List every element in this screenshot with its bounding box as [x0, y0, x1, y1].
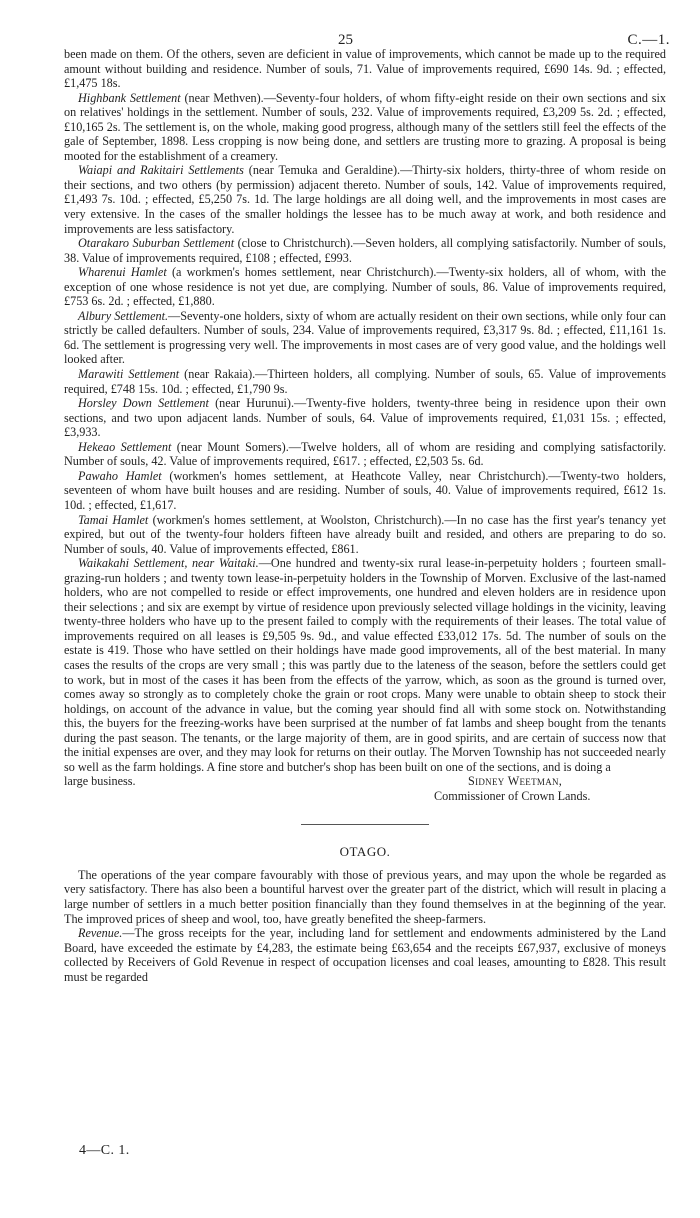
- paragraph-otarakaro: Otarakaro Suburban Settlement (close to Christchurch).—Seven holders, all complying satisfactorily. Number of souls, 38. Value of improvements required, £108 ; effected, £993.: [64, 236, 667, 265]
- paragraph: been made on them. Of the others, seven are deficient in value of improvements, which cannot be made up to the required amount without building and residence. Number of souls, 71. Value of improvements required, £690 14s. 9d. ; effected, £1,475 18s.: [64, 47, 666, 91]
- report-code: C.—1.: [627, 32, 670, 48]
- paragraph-highbank: Highbank Settlement (near Methven).—Seventy-four holders, of whom fifty-eight reside on their own sections and six on relatives' holdings in the settlement. Number of souls, 232. Value of improvements required, £3,209 5s. 2d. ; effected, £10,165 2s. The settlement is, on the whole, making good progress, although many of the settlers still feel the effects of the gale of September, 1898. Less cropping is now being done, and settlers are trusting more to grazing. A proposal is being mooted for the establishment of a creamery.: [64, 90, 666, 163]
- paragraph-marawiti: Marawiti Settlement (near Rakaia).—Thirteen holders, all complying. Number of souls, 65. Value of improvements required, £748 15s. 10d. ; effected, £1,790 9s.: [64, 367, 666, 396]
- settlement-title: Waikakahi Settlement, near Waitaki.: [78, 556, 259, 571]
- signatory-title: Commissioner of Crown Lands.: [434, 788, 591, 803]
- settlement-title: Horsley Down Settlement: [78, 396, 209, 411]
- closing-text: large business.: [64, 774, 136, 789]
- settlement-title: Hekeao Settlement: [78, 439, 172, 454]
- paragraph-horsley-down: Horsley Down Settlement (near Hurunui).—Twenty-five holders, twenty-three being in residence upon their own sections, and two upon adjacent lands. Number of souls, 64. Value of improvements required, £1,031 15s. ; effected, £3,933.: [64, 396, 666, 440]
- signature-block: [64, 774, 666, 804]
- settlement-title: Pawaho Hamlet: [78, 468, 162, 483]
- paragraph-hekeao: Hekeao Settlement (near Mount Somers).—Twelve holders, all of whom are residing and complying satisfactorily. Number of souls, 42. Value of improvements required, £617. ; effected, £2,503 5s. 6d.: [64, 439, 666, 469]
- paragraph-waikakahi: Waikakahi Settlement, near Waitaki.—One hundred and twenty-six rural lease-in-perpetuity holders ; fourteen small-grazing-run holders ; and twenty town lease-in-perpetuity holders in the Township of Morven. Exclusive of the last-named holders, who are not compelled to reside or effect improvements, one hundred and eleven holders are in residence upon their selections ; and six are exempt by virtue of residence upon previously selected village holdings in the vicinity, leaving twenty-three holders who have up to the present failed to comply with the requirements of their leases. The total value of improvements required on all leases is £9,505 9s. 9d., and value effected £33,012 17s. 5d. The number of souls on the estate is 419. Those who have settled on their holdings have made good improvements, all of the best material. In many cases the results of the crops are very small ; this was partly due to the lateness of the season, before the settlers could get to work, but in most of the cases it has been from the effects of the yarrow, which, as soon as the ground is turned over, comes away so strongly as to completely choke the grain or root crops. Many were unable to obtain sheep to stock their holdings, on account of the advance in value, but the coming year should find all with some stock on. Notwithstanding this, the buyers for the freezing-works have been surprised at the number of fat lambs and sheep bought from the tenants during the past season. The tenants, or the large majority of them, are in good spirits, and are certain of success now that the initial expenses are over, and they may look for returns on their outlay. The Morven Township has not succeeded nearly so well as the farm holdings. A fine store and butcher's shop has been built on one of the sections, and is doing a: [64, 556, 667, 774]
- page-number: 25: [338, 32, 353, 48]
- paragraph-revenue: Revenue.—The gross receipts for the year, including land for settlement and endowments administered by the Land Board, have exceeded the estimate by £4,283, the estimate being £63,654 and the receipts £67,937, exclusive of moneys collected by Receivers of Gold Revenue in respect of occupation licenses and coal leases, amounting to £828. This result must be regarded: [64, 926, 666, 984]
- section-divider: [301, 824, 429, 825]
- paragraph-tamai: Tamai Hamlet (workmen's homes settlement, at Woolston, Christchurch).—In no case has the first year's tenancy yet expired, but out of the twenty-four holders fifteen have already built and resided, and others are preparing to do so. Number of souls, 40. Value of improvements effected, £861.: [64, 512, 666, 556]
- settlement-title: Albury Settlement.: [78, 308, 169, 323]
- settlement-title: Tamai Hamlet: [78, 512, 149, 527]
- section-heading-otago: OTAGO.: [339, 844, 391, 860]
- settlement-title: Otarakaro Suburban Settlement: [78, 236, 235, 251]
- signatory-name: Sidney Weetman,: [468, 774, 563, 789]
- paragraph-pawaho: Pawaho Hamlet (workmen's homes settlement, at Heathcote Valley, near Christchurch).—Twenty-two holders, seventeen of whom have built houses and are residing. Number of souls, 40. Value of improvements required, £612 1s. 10d. ; effected, £1,617.: [64, 468, 666, 512]
- paragraph-waiapi-rakitairi: Waiapi and Rakitairi Settlements (near Temuka and Geraldine).—Thirty-six holders, thirty-three of whom reside on their sections, and two others (by permission) adjacent thereto. Number of souls, 142. Value of improvements required, £1,493 7s. 10d. ; effected, £5,250 7s. 1d. The large holdings are all doing well, and the improvements in most cases are very extensive. In the cases of the smaller holdings the lessee has to be much away at work, and both residence and improvements are less satisfactory.: [64, 163, 666, 236]
- paragraph-wharenui: Wharenui Hamlet (a workmen's homes settlement, near Christchurch).—Twenty-six holders, all of whom, with the exception of one whose residence is not yet due, are complying. Number of souls, 86. Value of improvements required, £753 6s. 2d. ; effected, £1,880.: [64, 265, 666, 309]
- settlement-title: Marawiti Settlement: [78, 367, 180, 382]
- signature-mark: 4—C. 1.: [79, 1143, 130, 1158]
- subsection-title: Revenue.: [78, 926, 123, 941]
- settlement-title: Highbank Settlement: [78, 90, 181, 105]
- settlement-title: Wharenui Hamlet: [78, 265, 167, 280]
- page-body: [64, 47, 666, 984]
- paragraph-albury: Albury Settlement.—Seventy-one holders, sixty of whom are actually resident on their own sections, while only four can strictly be called defaulters. Number of souls, 234. Value of improvements required, £3,317 9s. 8d. ; effected, £11,161 1s. 6d. The settlement is progressing very well. The improvements in most cases are of very good value, and the holdings well looked after.: [64, 308, 667, 367]
- paragraph-otago-intro: The operations of the year compare favourably with those of previous years, and may upon the whole be regarded as very satisfactory. There has also been a bountiful harvest over the greater part of the district, which will result in placing a large number of settlers in a much better position financially than they found themselves in at the beginning of the year. The improved prices of sheep and wool, too, have greatly benefited the sheep-farmers.: [64, 867, 666, 926]
- settlement-title: Waiapi and Rakitairi Settlements: [78, 163, 244, 178]
